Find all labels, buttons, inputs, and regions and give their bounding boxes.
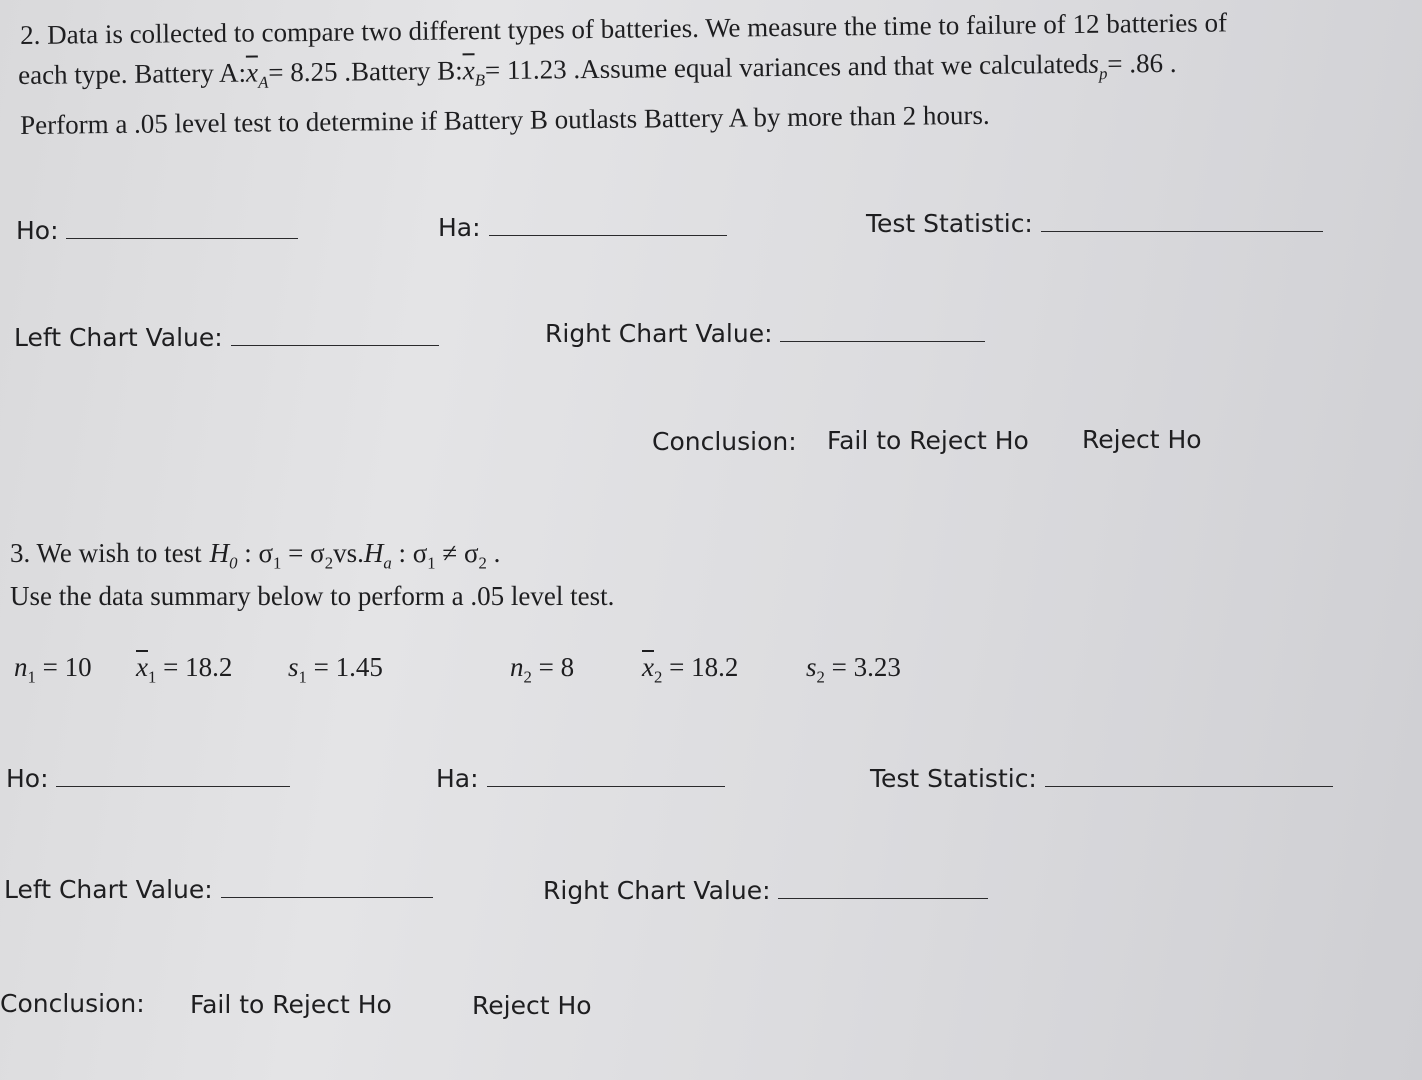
s-pooled-value: = .86 .	[1107, 47, 1177, 79]
problem2-line2-text-b: Battery B:	[350, 55, 463, 87]
xbar-b: $\overline{x}_B$	[462, 55, 486, 90]
p2-option-fail-to-reject[interactable]: Fail to Reject Ho	[827, 426, 1029, 455]
problem2-line2-text-a: each type. Battery A:	[17, 57, 247, 90]
p2-test-stat-blank[interactable]	[1041, 230, 1323, 232]
xbar-b-value: = 11.23 .	[484, 54, 581, 86]
p2-ha-label: Ha:	[438, 213, 481, 242]
p2-conclusion-label: Conclusion:	[652, 427, 797, 456]
p3-conclusion-label: Conclusion:	[0, 989, 145, 1018]
p3-option-fail-to-reject[interactable]: Fail to Reject Ho	[190, 990, 392, 1019]
h0-hypothesis: $H_0$ : $\sigma_1 = \sigma_2$	[209, 538, 334, 573]
p3-right-chart-blank[interactable]	[778, 897, 988, 899]
p3-test-stat-blank[interactable]	[1045, 785, 1333, 787]
problem2-line2	[17, 47, 1177, 92]
p2-right-chart-blank[interactable]	[780, 340, 985, 342]
p2-right-chart-field	[545, 321, 985, 346]
s-pooled: $s_p$	[1088, 48, 1108, 84]
p3-ha-blank[interactable]	[487, 785, 725, 787]
p2-left-chart-label: Left Chart Value:	[14, 323, 223, 352]
s1-value: $s_1 = 1.45$	[288, 652, 383, 687]
p2-right-chart-label: Right Chart Value:	[545, 319, 773, 348]
p3-ho-field	[6, 766, 290, 791]
p2-left-chart-blank[interactable]	[231, 344, 439, 346]
x1-value: $\overline{x}_1 = 18.2$	[136, 652, 233, 687]
p2-ho-field	[16, 218, 298, 243]
p2-ho-label: Ho:	[16, 216, 59, 245]
xbar-a-value: = 8.25 .	[268, 56, 352, 88]
problem3-line2: Use the data summary below to perform a .05 level test.	[10, 581, 615, 611]
p2-ha-field	[438, 215, 727, 240]
p2-ho-blank[interactable]	[66, 237, 298, 239]
p2-left-chart-field	[14, 325, 439, 350]
n2-value: $n_2 = 8$	[510, 652, 575, 687]
p2-test-stat-label: Test Statistic:	[866, 209, 1033, 238]
p2-option-reject[interactable]: Reject Ho	[1082, 425, 1202, 454]
p3-test-stat-field	[870, 766, 1333, 791]
p3-left-chart-blank[interactable]	[221, 896, 433, 898]
problem3-line1	[10, 538, 501, 573]
p3-option-reject[interactable]: Reject Ho	[472, 991, 592, 1020]
p3-ha-field	[436, 766, 725, 791]
p3-right-chart-label: Right Chart Value:	[543, 876, 771, 905]
xbar-a: $\overline{x}_A$	[245, 57, 269, 92]
n1-value: $n_1 = 10$	[14, 652, 92, 687]
p2-test-stat-field	[866, 211, 1323, 236]
x2-value: $\overline{x}_2 = 18.2$	[642, 652, 739, 687]
p3-left-chart-field	[4, 877, 433, 902]
p3-ha-label: Ha:	[436, 764, 479, 793]
problem3-intro: 3. We wish to test	[10, 538, 202, 568]
p2-ha-blank[interactable]	[489, 234, 727, 236]
problem2-line3: Perform a .05 level test to determine if Battery B outlasts Battery A by more than 2 hours.	[19, 99, 990, 140]
ha-hypothesis: $H_a$ : $\sigma_1 \ne \sigma_2$ .	[363, 538, 501, 573]
vs-text: vs.	[333, 538, 364, 568]
p3-left-chart-label: Left Chart Value:	[4, 875, 213, 904]
p3-ho-blank[interactable]	[56, 785, 290, 787]
problem2-line1: 2. Data is collected to compare two different types of batteries. We measure the time to failure of 12 batteries of	[19, 7, 1228, 50]
p3-test-stat-label: Test Statistic:	[870, 764, 1037, 793]
s2-value: $s_2 = 3.23$	[806, 652, 901, 687]
p3-ho-label: Ho:	[6, 764, 49, 793]
problem2-line2-text-c: Assume equal variances and that we calculated	[580, 48, 1089, 85]
p3-right-chart-field	[543, 878, 988, 903]
